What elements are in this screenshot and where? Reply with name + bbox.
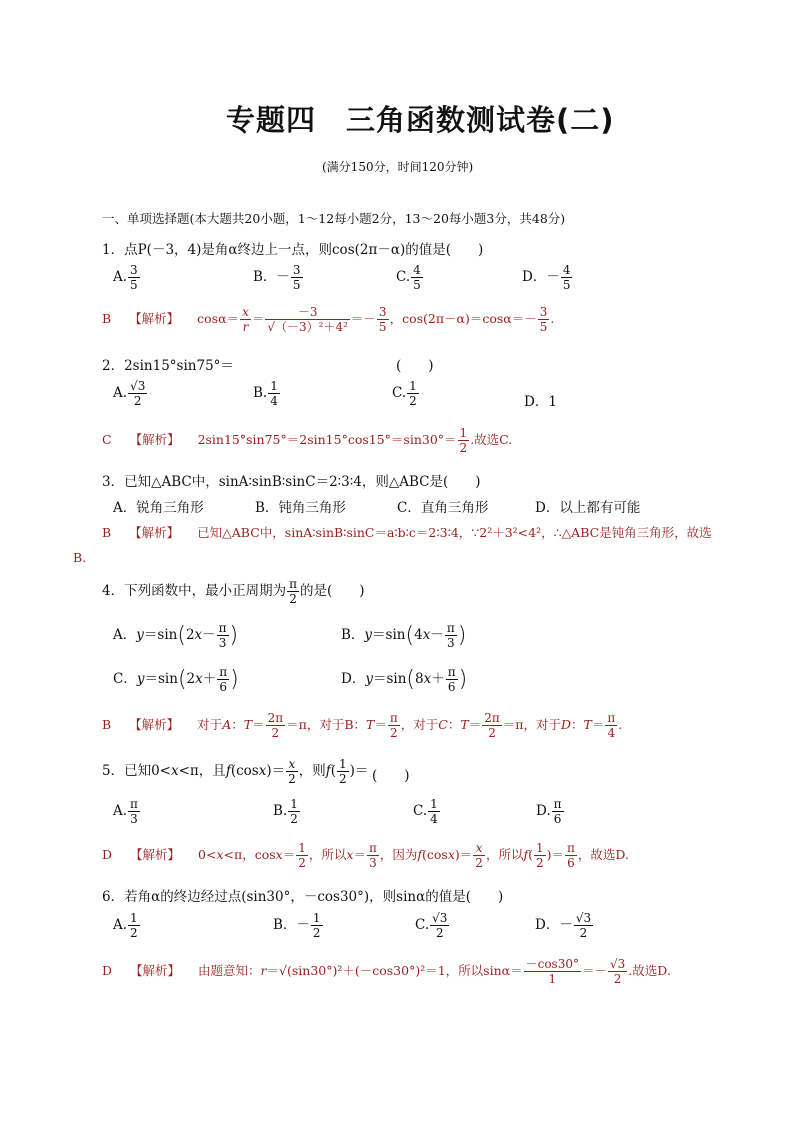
q1-option-c: C. $\frac{4}{5}$ <box>396 263 421 292</box>
q6-option-b: B．－ $\frac{1}{2}$ <box>273 911 321 940</box>
question-4-stem: 4．下列函数中，最小正周期为 $\frac{\pi}{2}$ 的是( ) <box>102 577 365 606</box>
q4-option-b: B．y＝sin(4x－ $\frac{\pi}{3}$ ) <box>341 621 467 650</box>
q6-option-c: C. $\frac{√3}{2}$ <box>415 911 448 940</box>
answer-tag: 【解析】 <box>129 311 180 326</box>
section-heading: 一、单项选择题(本大题共20小题，1～12每小题2分，13～20每小题3分，共48分) <box>102 211 566 226</box>
answer-letter: B <box>102 525 112 540</box>
question-3-stem: 3．已知△ABC中，sinA∶sinB∶sinC＝2∶3∶4，则△ABC是( ) <box>102 474 481 490</box>
q6-option-d: D．－ $\frac{√3}{2}$ <box>535 911 592 940</box>
q6-answer: D 【解析】 由题意知：r＝√(sin30°)²＋(－cos30°)²＝1，所以sinα＝ $\frac{-\cos 30^\circ}{1}$ ＝－ $\frac{√3}{2}$ .故选D. <box>102 957 671 986</box>
q3-option-d: D．以上都有可能 <box>535 500 641 516</box>
answer-tag: 【解析】 <box>130 847 181 862</box>
q3-option-a: A．锐角三角形 <box>113 500 204 516</box>
q1-option-a: A. $\frac{3}{5}$ <box>113 263 138 292</box>
q2-answer: C 【解析】 2sin15°sin75°＝2sin15°cos15°＝sin30°＝ $\frac{1}{2}$ .故选C. <box>102 426 513 455</box>
question-6-stem: 6．若角α的终边经过点(sin30°，－cos30°)，则sinα的值是( ) <box>102 889 504 905</box>
q3-option-b: B．钝角三角形 <box>255 500 346 516</box>
answer-tag: 【解析】 <box>129 432 180 447</box>
q5-option-b: B. $\frac{1}{2}$ <box>273 797 298 826</box>
q2-option-c: C. $\frac{1}{2}$ <box>392 379 417 408</box>
q1-option-b: B．－ $\frac{3}{5}$ <box>253 263 301 292</box>
question-5-stem: 5．已知0<x<π，且f(cosx)＝ $\frac{x}{2}$ ，则f( $\frac{1}{2}$ )＝ <box>102 757 369 786</box>
page-subtitle: (满分150分，时间120分钟) <box>322 160 474 174</box>
q2-option-d: D．1 <box>524 394 557 410</box>
question-5-paren: ( ) <box>372 768 410 784</box>
q3-option-c: C．直角三角形 <box>397 500 489 516</box>
answer-tag: 【解析】 <box>129 717 180 732</box>
answer-tag: 【解析】 <box>130 963 181 978</box>
answer-letter: D <box>102 963 113 978</box>
q4-option-c: C．y＝sin(2x＋ $\frac{\pi}{6}$ ) <box>113 665 239 694</box>
answer-letter: B <box>102 717 112 732</box>
q4-option-d: D．y＝sin(8x＋ $\frac{\pi}{6}$ ) <box>341 665 468 694</box>
q5-option-d: D. $\frac{\pi}{6}$ <box>536 797 562 826</box>
page-title: 专题四 三角函数测试卷(二) <box>226 103 615 137</box>
answer-letter: C <box>102 432 112 447</box>
q2-option-a: A. $\frac{√3}{2}$ <box>113 379 146 408</box>
q4-option-a: A．y＝sin(2x－ $\frac{\pi}{3}$ ) <box>113 621 239 650</box>
q3-answer <box>102 523 712 541</box>
answer-text: 已知△ABC中，sinA∶sinB∶sinC＝a∶b∶c＝2∶3∶4，∵2²＋3²<4²，∴△ABC是钝角三角形，故选 <box>197 525 712 540</box>
question-2-stem: 2．2sin15°sin75°＝ <box>102 358 234 374</box>
question-1-stem: 1．点P(－3，4)是角α终边上一点，则cos(2π－α)的值是( ) <box>102 242 484 258</box>
q5-answer: D 【解析】 0<x<π，cosx＝ $\frac{1}{2}$ ，所以x＝ $\frac{\pi}{3}$ ，因为f(cosx)＝ $\frac{x}{2}$ ，所以f( $\frac{1}{2}$ )＝ $\frac{\pi}{6}$ ，故选D. <box>102 841 629 870</box>
q4-answer: B 【解析】 对于A：T＝ $\frac{2\pi}{2}$ ＝π，对于B：T＝ $\frac{\pi}{2}$ ，对于C：T＝ $\frac{2\pi}{2}$ ＝π，对于D：T＝ $\frac{\pi}{4}$ . <box>102 711 623 740</box>
q6-option-a: A. $\frac{1}{2}$ <box>113 911 138 940</box>
q3-answer-tail: B. <box>73 550 87 565</box>
q5-option-a: A. $\frac{\pi}{3}$ <box>113 797 138 826</box>
answer-letter: B <box>102 311 112 326</box>
q5-option-c: C. $\frac{1}{4}$ <box>413 797 438 826</box>
q2-option-b: B. $\frac{1}{4}$ <box>253 379 278 408</box>
answer-letter: D <box>102 847 113 862</box>
answer-tag: 【解析】 <box>129 525 180 540</box>
q1-option-d: D．－ $\frac{4}{5}$ <box>522 263 571 292</box>
q1-answer: B 【解析】 cosα＝ $\frac{x}{r}$ ＝ $\frac{-3}{\text{√（－3）²＋4²}}$ ＝－ $\frac{3}{5}$ ，cos(2π－α)＝cosα＝－ $\frac{3}{5}$ . <box>102 305 555 334</box>
question-2-paren: ( ) <box>396 358 434 374</box>
